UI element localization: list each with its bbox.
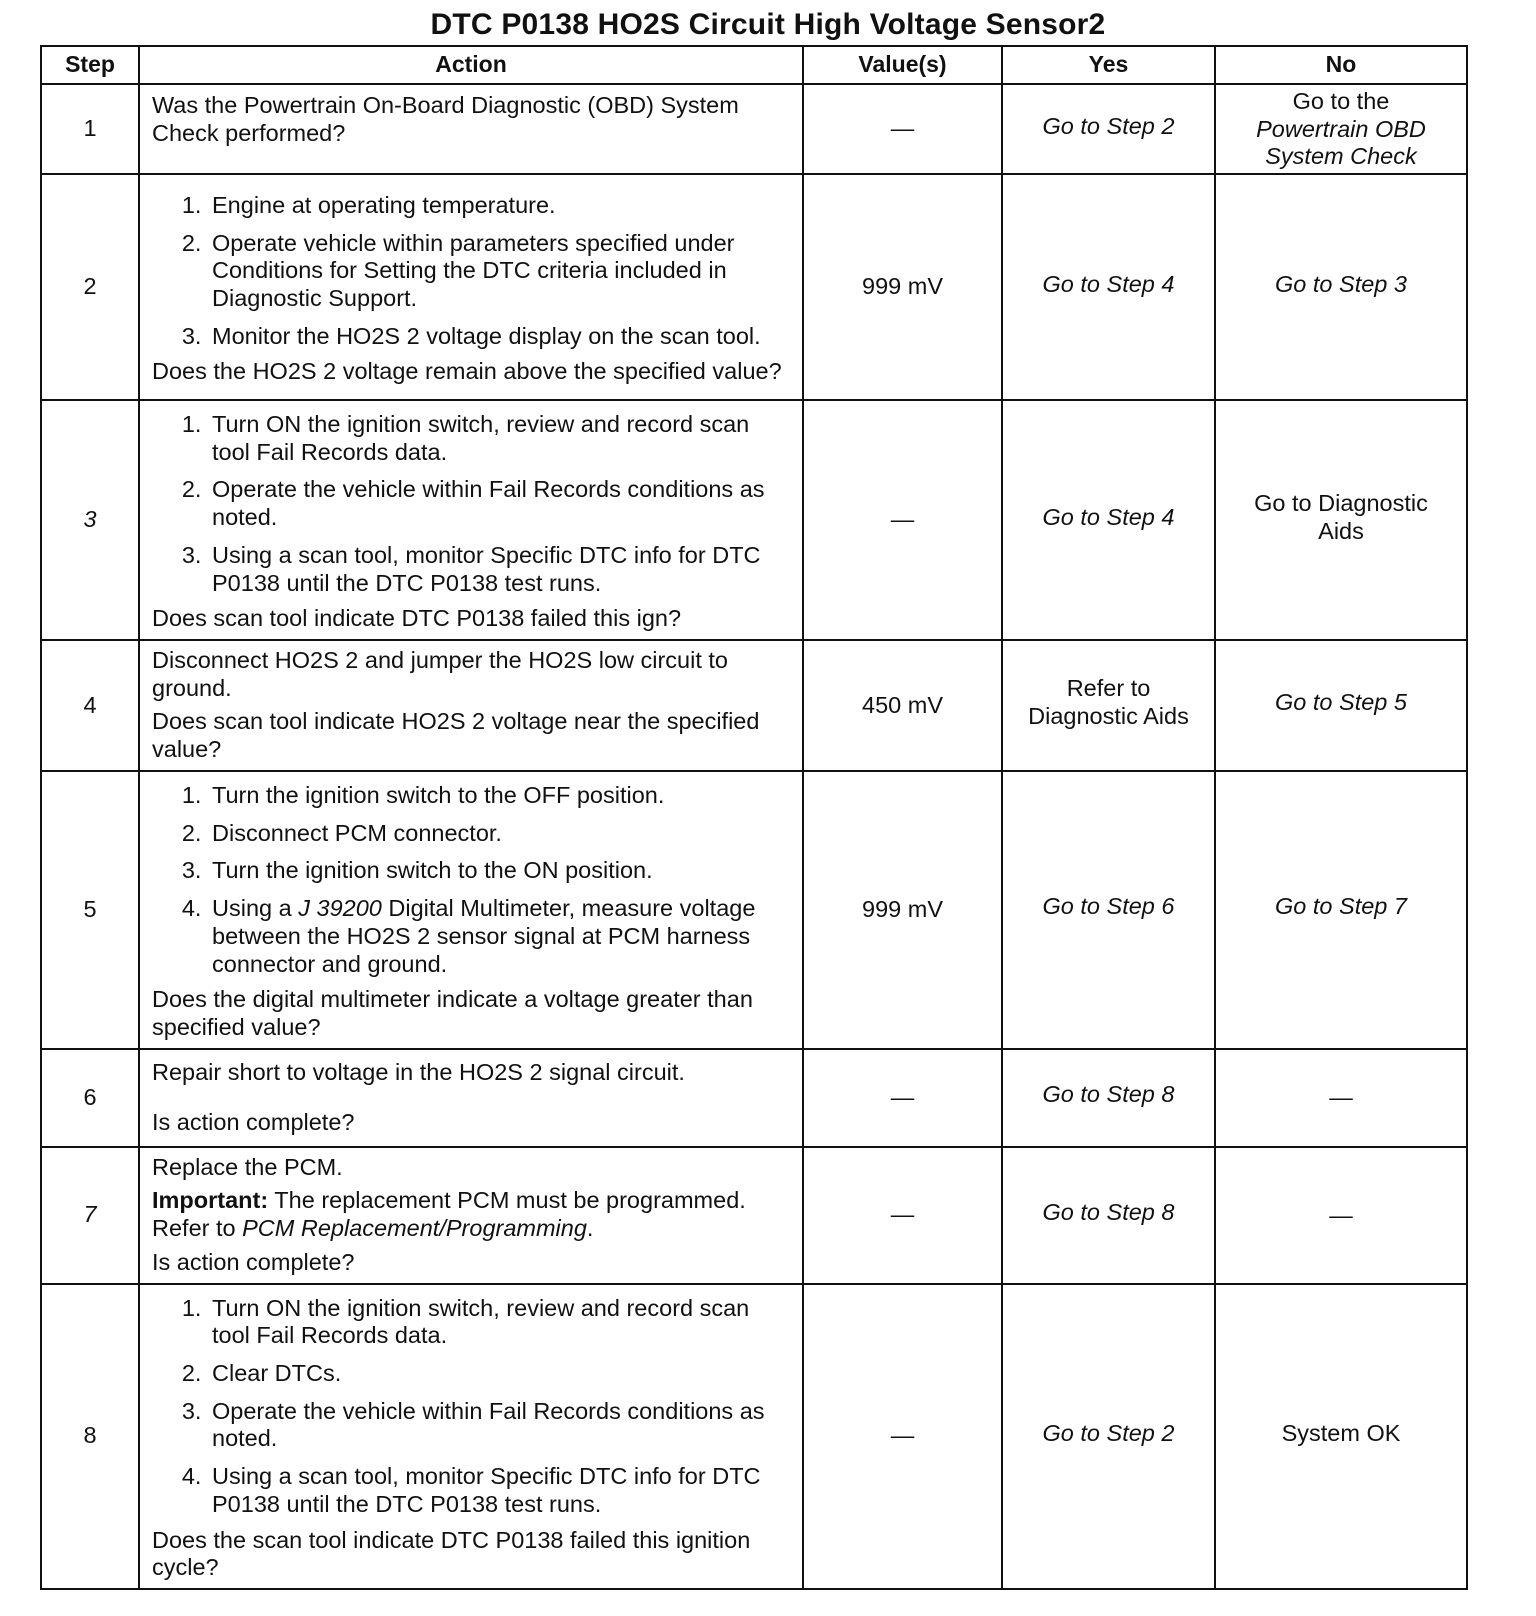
question-text: Does the scan tool indicate DTC P0138 failed this ignition cycle? [152,1526,751,1581]
list-item: 4. Using a scan tool, monitor Specific DTC info for DTC P0138 until the DTC P0138 test runs. [208,1463,790,1518]
procedure-reference: PCM Replacement/Programming [242,1215,587,1242]
important-note: Important: The replacement PCM must be programmed. Refer to PCM Replacement/Programming. [152,1187,746,1242]
action-cell [139,771,803,1049]
list-item: 2. Disconnect PCM connector. [208,820,790,848]
table-row [41,1049,1467,1147]
tool-reference: J 39200 [298,895,382,922]
action-cell [139,1284,803,1589]
value-cell: — [803,84,1002,174]
no-link: Powertrain OBD System Check [1256,115,1426,170]
value-cell: — [803,1049,1002,1147]
value-cell: 999 mV [803,174,1002,400]
list-item: 1. Turn ON the ignition switch, review and record scan tool Fail Records data. [208,1295,790,1350]
header-action: Action [139,46,803,84]
question-text: Is action complete? [152,1108,355,1135]
step-number: 1 [41,84,139,174]
question-text: Is action complete? [152,1248,355,1275]
list-item: 1. Engine at operating temperature. [208,192,790,220]
header-step: Step [41,46,139,84]
action-text: Was the Powertrain On-Board Diagnostic (OBD) System Check performed? [152,92,739,146]
value-cell: 999 mV [803,771,1002,1049]
yes-cell [1002,640,1215,771]
page-title: DTC P0138 HO2S Circuit High Voltage Sensor2 [430,8,1106,41]
action-cell [139,1147,803,1284]
no-cell: System OK [1215,1284,1467,1589]
list-item: 3. Using a scan tool, monitor Specific DTC info for DTC P0138 until the DTC P0138 test runs. [208,542,790,597]
procedure-list [152,1295,790,1519]
no-cell: Go to Step 5 [1215,640,1467,771]
header-yes: Yes [1002,46,1215,84]
no-text: Go to the [1292,87,1390,114]
value-cell: — [803,1147,1002,1284]
value-cell: — [803,1284,1002,1589]
step-number: 6 [41,1049,139,1147]
yes-cell: Go to Step 6 [1002,771,1215,1049]
list-item: 2. Operate vehicle within parameters specified under Conditions for Setting the DTC criteria included in Diagnostic Support. [208,230,790,313]
list-item: 3. Monitor the HO2S 2 voltage display on the scan tool. [208,323,790,351]
list-item: 1. Turn the ignition switch to the OFF position. [208,782,790,810]
step-number: 2 [41,174,139,400]
yes-cell: Go to Step 2 [1002,84,1215,174]
no-cell: Go to Step 7 [1215,771,1467,1049]
list-item: 2. Operate the vehicle within Fail Records conditions as noted. [208,476,790,531]
yes-cell: Go to Step 2 [1002,1284,1215,1589]
step-number: 7 [41,1147,139,1284]
list-item: 3. Turn the ignition switch to the ON position. [208,857,790,885]
procedure-list [152,411,790,597]
value-cell: — [803,400,1002,640]
important-text: The replacement PCM must be programmed. [274,1187,746,1214]
header-no: No [1215,46,1467,84]
question-text: Does scan tool indicate HO2S 2 voltage near the specified value? [152,708,760,763]
action-text: Replace the PCM. [152,1153,343,1180]
table-header-row [41,46,1467,84]
list-item-text: Using a [212,895,292,922]
important-label: Important: [152,1187,269,1214]
no-cell [1215,84,1467,174]
action-cell [139,640,803,771]
yes-cell: Go to Step 4 [1002,174,1215,400]
no-cell: — [1215,1147,1467,1284]
yes-cell: Go to Step 8 [1002,1049,1215,1147]
list-item-text: Digital Multimeter, measure voltage between the HO2S 2 sensor signal at PCM harness connector and ground. [212,895,756,977]
diagnostic-table [40,45,1468,1590]
header-values: Value(s) [803,46,1002,84]
table-row [41,174,1467,400]
question-text: Does scan tool indicate DTC P0138 failed this ign? [152,605,682,632]
table-row [41,640,1467,771]
step-number: 4 [41,640,139,771]
no-cell [1215,400,1467,640]
question-text: Does the HO2S 2 voltage remain above the specified value? [152,358,782,385]
table-row [41,1147,1467,1284]
step-number: 3 [41,400,139,640]
table-row [41,400,1467,640]
step-number: 8 [41,1284,139,1589]
refer-text: Refer to [152,1215,236,1242]
no-text: Go to Diagnostic Aids [1254,489,1428,544]
step-number: 5 [41,771,139,1049]
list-item: 3. Operate the vehicle within Fail Records conditions as noted. [208,1398,790,1453]
list-item: 2. Clear DTCs. [208,1360,790,1388]
table-row [41,84,1467,174]
yes-cell: Go to Step 4 [1002,400,1215,640]
action-text: Disconnect HO2S 2 and jumper the HO2S low circuit to ground. [152,647,729,701]
action-cell [139,400,803,640]
no-cell: — [1215,1049,1467,1147]
table-row [41,771,1467,1049]
table-row [41,1284,1467,1589]
question-text: Does the digital multimeter indicate a voltage greater than specified value? [152,986,753,1040]
yes-text: Refer to Diagnostic Aids [1028,675,1189,729]
yes-cell: Go to Step 8 [1002,1147,1215,1284]
action-text: Repair short to voltage in the HO2S 2 signal circuit. [152,1058,685,1085]
value-cell: 450 mV [803,640,1002,771]
action-cell [139,174,803,400]
action-cell [139,84,803,174]
action-cell [139,1049,803,1147]
list-item: 1. Turn ON the ignition switch, review and record scan tool Fail Records data. [208,411,790,466]
procedure-list [152,782,790,978]
list-item [208,895,790,978]
procedure-list [152,192,790,351]
no-cell: Go to Step 3 [1215,174,1467,400]
